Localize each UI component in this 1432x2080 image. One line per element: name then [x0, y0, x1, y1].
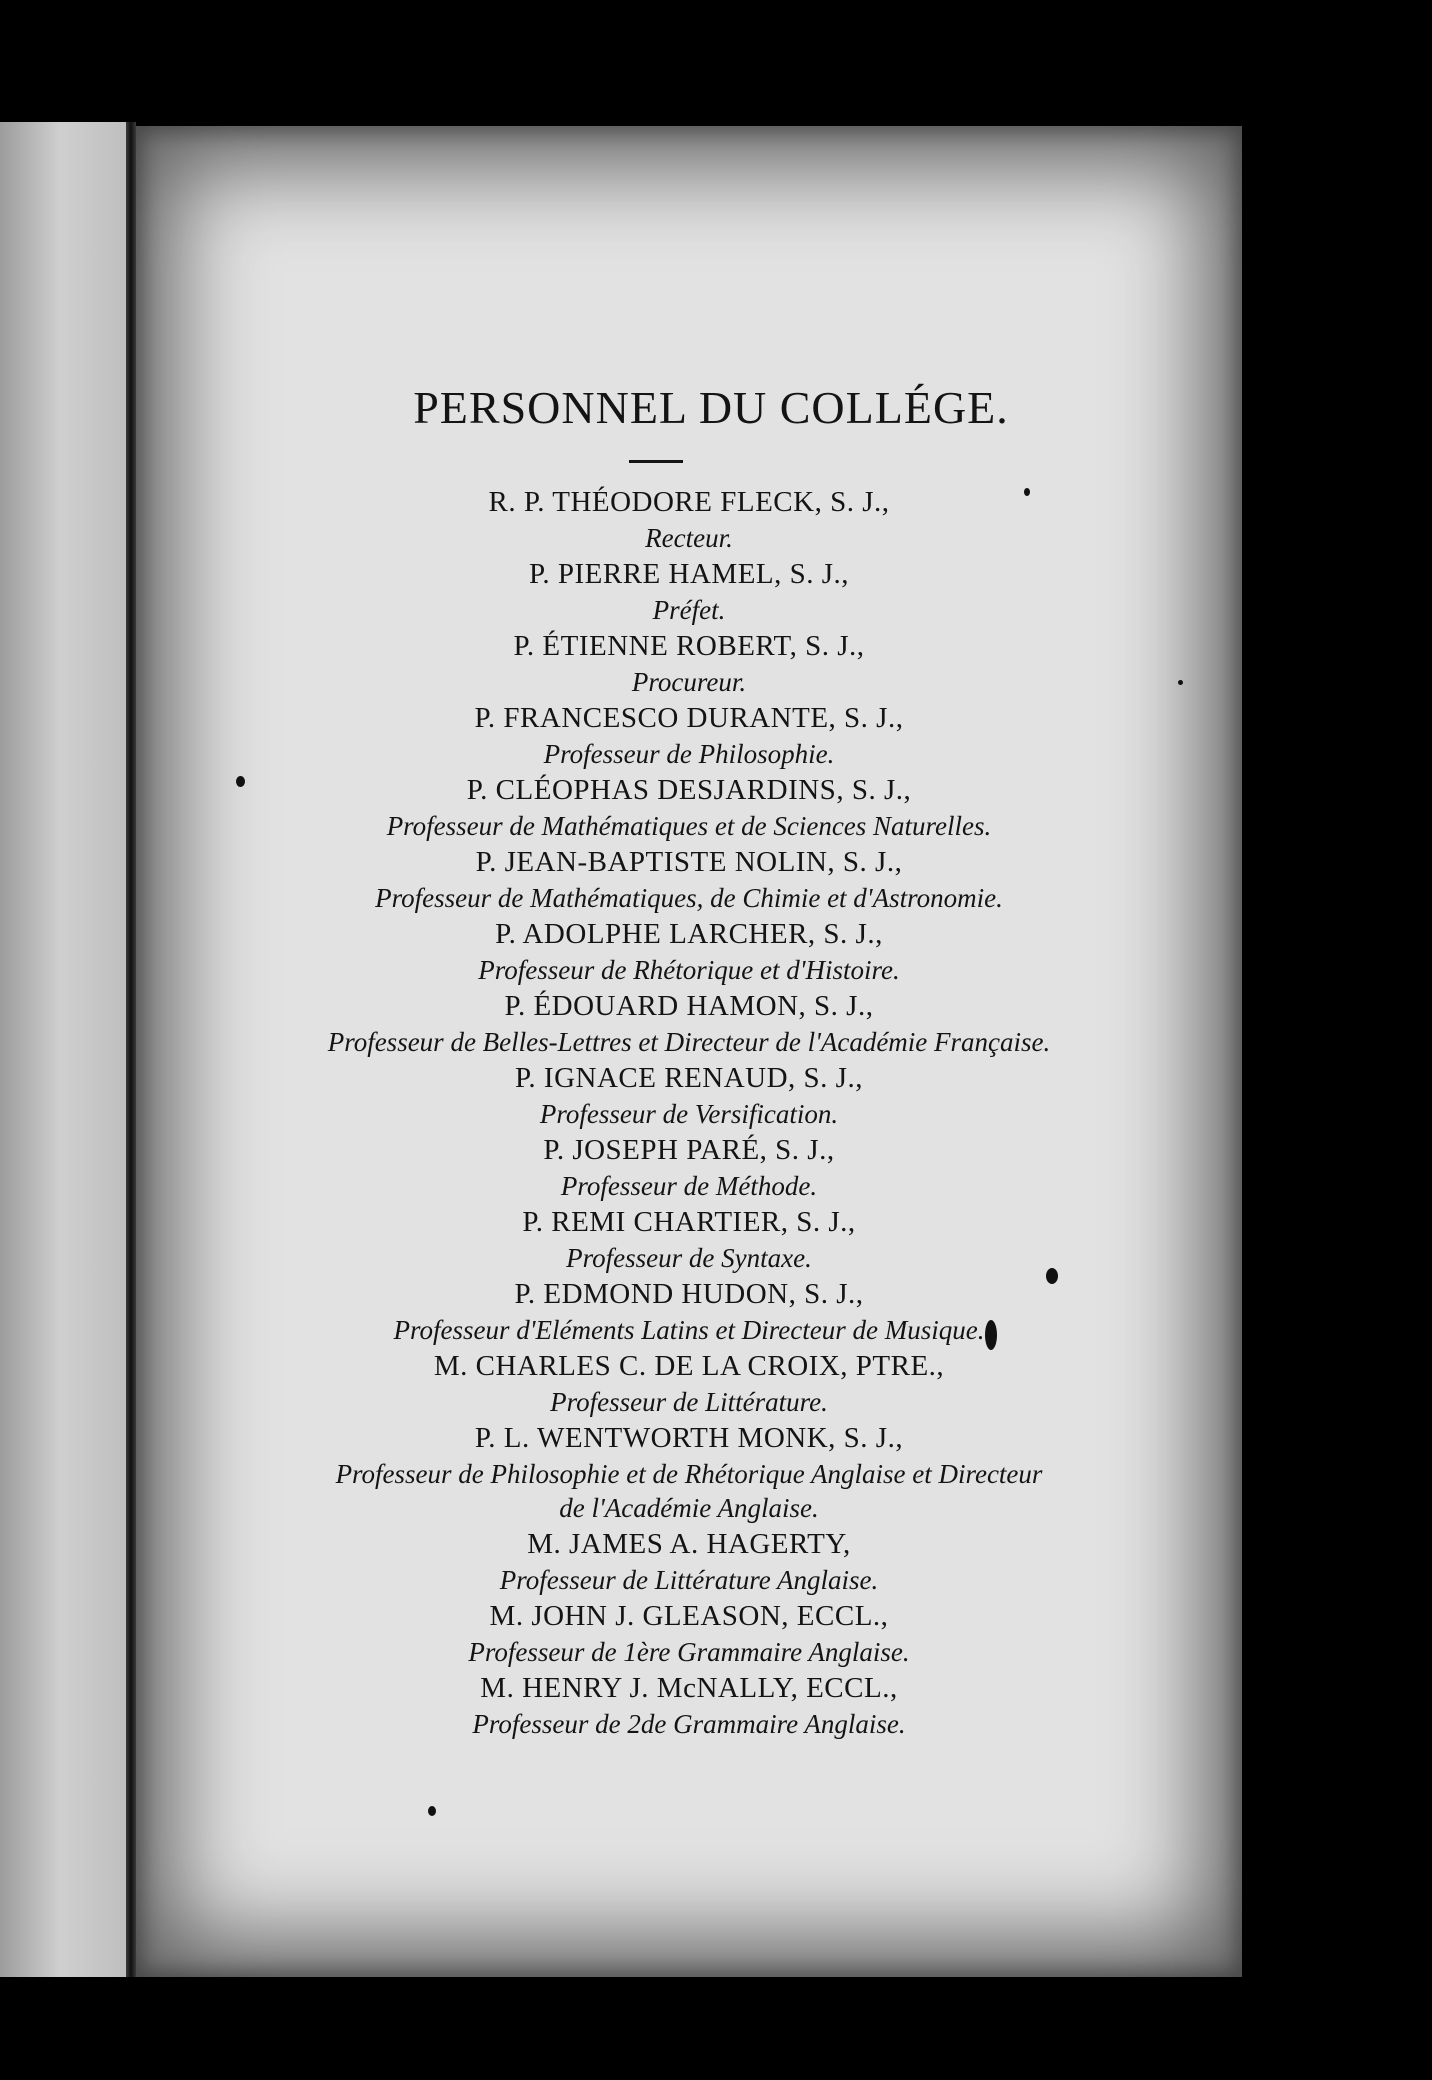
staff-role: Professeur de Rhétorique et d'Histoire.: [478, 955, 900, 985]
staff-entry: [136, 1203, 1242, 1275]
staff-entry: [136, 987, 1242, 1059]
staff-role: Professeur d'Eléments Latins et Directeur de Musique.: [393, 1315, 985, 1345]
ink-speck: [1178, 680, 1183, 685]
staff-role: Professeur de Mathématiques et de Sciences Naturelles.: [386, 811, 992, 841]
staff-entry: [136, 627, 1242, 699]
ink-speck: [236, 776, 245, 787]
staff-role: Professeur de 2de Grammaire Anglaise.: [472, 1709, 906, 1739]
staff-name: P. PIERRE HAMEL, S. J.,: [528, 558, 850, 590]
staff-name: R. P. THÉODORE FLECK, S. J.,: [488, 486, 890, 518]
page-title: PERSONNEL DU COLLÉGE.: [413, 382, 1009, 433]
staff-name: P. FRANCESCO DURANTE, S. J.,: [474, 702, 904, 734]
staff-name: P. EDMOND HUDON, S. J.,: [514, 1278, 864, 1310]
staff-role: Professeur de Mathématiques, de Chimie et d'Astronomie.: [375, 883, 1003, 913]
staff-entry: [136, 1669, 1242, 1741]
title-rule: [629, 460, 683, 463]
staff-name: P. ADOLPHE LARCHER, S. J.,: [495, 918, 883, 950]
facing-page-edge: [0, 122, 134, 1977]
staff-role: Professeur de Versification.: [539, 1099, 839, 1129]
staff-name: M. HENRY J. McNALLY, ECCL.,: [480, 1672, 898, 1704]
staff-name: P. ÉTIENNE ROBERT, S. J.,: [513, 630, 865, 662]
staff-name: P. REMI CHARTIER, S. J.,: [522, 1206, 856, 1238]
binding-gutter: [126, 122, 136, 1977]
staff-role: Professeur de Syntaxe.: [566, 1243, 812, 1273]
staff-role: Professeur de Belles-Lettres et Directeur de l'Académie Française.: [327, 1027, 1051, 1057]
staff-name: P. L. WENTWORTH MONK, S. J.,: [474, 1422, 904, 1454]
staff-name: M. JOHN J. GLEASON, ECCL.,: [489, 1600, 889, 1632]
ink-speck: [1024, 488, 1030, 496]
staff-entry: [136, 483, 1242, 555]
ink-speck: [1046, 1268, 1058, 1284]
staff-role: Professeur de Philosophie.: [543, 739, 835, 769]
staff-role-continuation: de l'Académie Anglaise.: [559, 1493, 819, 1523]
staff-role: Professeur de Méthode.: [560, 1171, 818, 1201]
staff-name: P. CLÉOPHAS DESJARDINS, S. J.,: [466, 774, 912, 806]
staff-name: P. ÉDOUARD HAMON, S. J.,: [504, 990, 874, 1022]
staff-entry: [136, 1347, 1242, 1419]
staff-entry: [136, 915, 1242, 987]
staff-role: Professeur de 1ère Grammaire Anglaise.: [468, 1637, 910, 1667]
staff-entry: [136, 555, 1242, 627]
staff-entry: [136, 1597, 1242, 1669]
staff-entry: [136, 1419, 1242, 1525]
staff-name: P. JOSEPH PARÉ, S. J.,: [543, 1134, 835, 1166]
staff-name: P. IGNACE RENAUD, S. J.,: [515, 1062, 863, 1094]
staff-entry: [136, 1275, 1242, 1347]
staff-entry: [136, 1059, 1242, 1131]
staff-role: Professeur de Littérature Anglaise.: [499, 1565, 879, 1595]
staff-entry: [136, 699, 1242, 771]
ink-speck: [428, 1806, 436, 1816]
staff-role: Procureur.: [631, 667, 747, 697]
staff-role: Professeur de Philosophie et de Rhétorique Anglaise et Directeur: [335, 1459, 1043, 1489]
staff-entry: [136, 1525, 1242, 1597]
document-page: [136, 126, 1242, 1977]
staff-entry: [136, 843, 1242, 915]
staff-list: [136, 483, 1242, 1741]
ink-speck: [985, 1320, 997, 1350]
staff-name: M. CHARLES C. DE LA CROIX, PTRE.,: [433, 1350, 945, 1382]
staff-name: M. JAMES A. HAGERTY,: [527, 1528, 851, 1560]
staff-role: Préfet.: [652, 595, 726, 625]
staff-name: P. JEAN-BAPTISTE NOLIN, S. J.,: [475, 846, 903, 878]
staff-role: Professeur de Littérature.: [550, 1387, 828, 1417]
staff-entry: [136, 1131, 1242, 1203]
staff-role: Recteur.: [645, 523, 733, 553]
staff-entry: [136, 771, 1242, 843]
